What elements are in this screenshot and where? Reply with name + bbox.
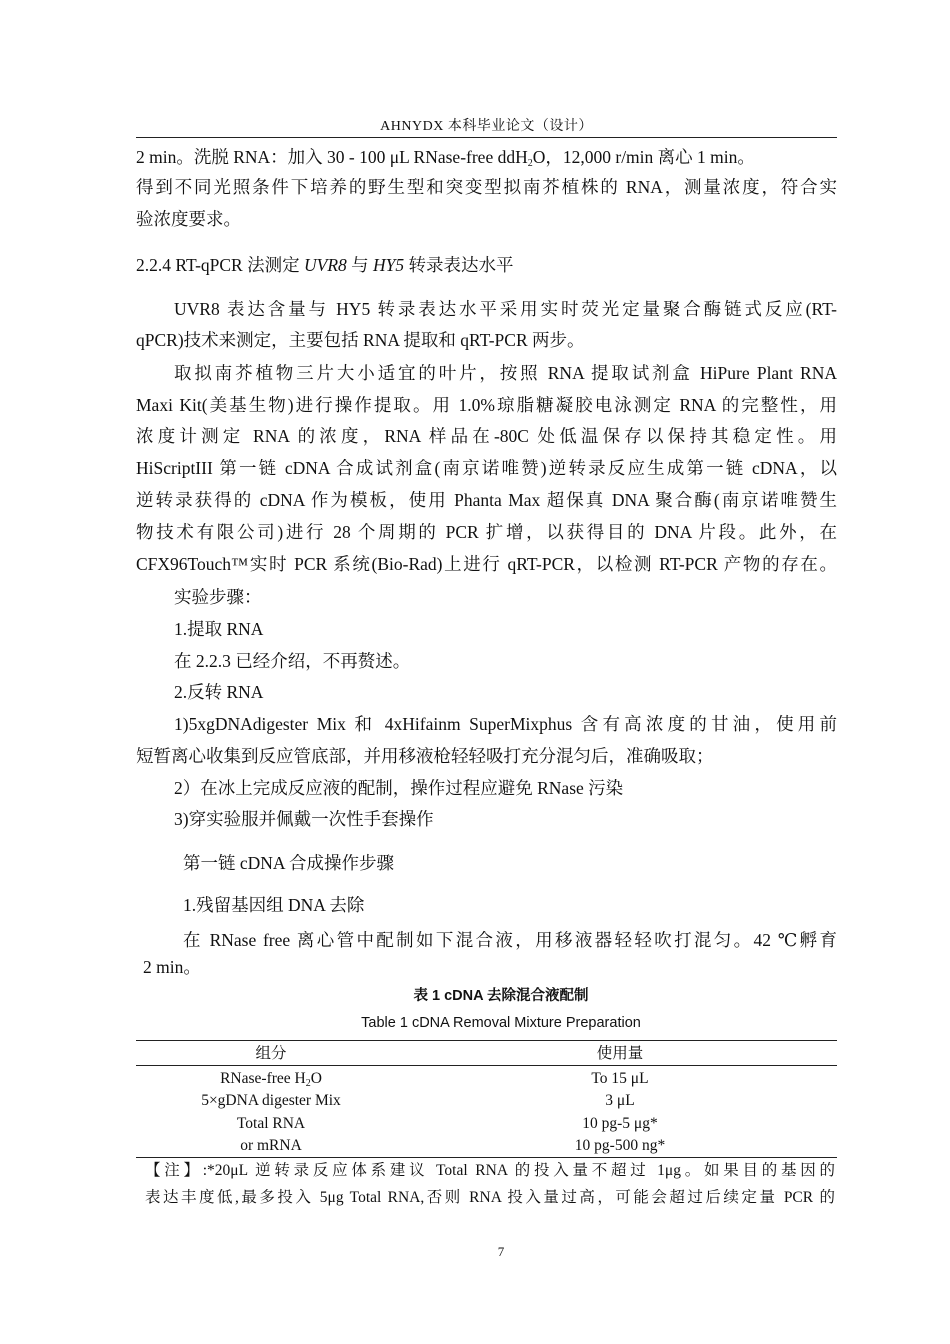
page-number: 7: [497, 1244, 505, 1259]
table-header-rule: [136, 1065, 837, 1066]
table-cell: 3 μL: [605, 1092, 635, 1109]
table-cell: 5×gDNA digester Mix: [201, 1092, 341, 1109]
table-note-line: 表达丰度低,最多投入 5μg Total RNA,否则 RNA 投入量过高，可能会超过后续定量 PCR 的: [145, 1189, 835, 1206]
table-header-cell: 组分: [255, 1045, 287, 1062]
paragraph-line: 短暂离心收集到反应管底部，并用移液枪轻轻吸打充分混匀后，准确吸取；: [136, 746, 714, 766]
paragraph-line: Maxi Kit(美基生物)进行操作提取。用 1.0%琼脂糖凝胶电泳测定 RNA 的完整性，用: [136, 395, 837, 415]
table-caption-cn: 表 1 cDNA 去除混合液配制: [413, 988, 589, 1004]
table-cell: 10 pg-5 μg*: [582, 1115, 658, 1132]
table-cell: or mRNA: [240, 1137, 302, 1154]
text-run: 2 min。洗脱 RNA：加入 30 - 100 μL RNase-free ddH: [136, 147, 528, 167]
table-top-rule: [136, 1040, 837, 1041]
step-description: 在 2.2.3 已经介绍，不再赘述。: [174, 651, 411, 671]
subscript: 2: [305, 1078, 311, 1089]
heading-text: 与: [346, 255, 374, 275]
table-cell: Total RNA: [236, 1115, 306, 1132]
paragraph-line: [136, 146, 837, 168]
section-heading: [136, 254, 837, 276]
gene-name: HY5: [373, 255, 405, 275]
table-note-line: 【注】:*20μL 逆转录反应体系建议 Total RNA 的投入量不超过 1μg。如果目的基因的: [145, 1162, 835, 1179]
paragraph-line: 在 RNase free 离心管中配制如下混合液，用移液器轻轻吹打混匀。42 ℃孵育: [183, 930, 837, 950]
text-run: RNase-free H: [220, 1070, 306, 1087]
step-item: 1.残留基因组 DNA 去除: [183, 895, 365, 915]
paragraph-line: 取拟南芥植物三片大小适宜的叶片，按照 RNA 提取试剂盒 HiPure Plant RNA: [174, 363, 837, 383]
paragraph-line: 物技术有限公司)进行 28 个周期的 PCR 扩增，以获得目的 DNA 片段。此外，在: [136, 522, 837, 542]
paragraph-line: 验浓度要求。: [136, 209, 241, 229]
paragraph-line: 2 min。: [143, 957, 201, 977]
paragraph-line: qPCR)技术来测定，主要包括 RNA 提取和 qRT-PCR 两步。: [136, 330, 585, 350]
subsection-title: 第一链 cDNA 合成操作步骤: [183, 853, 394, 873]
text-run: O，12,000 r/min 离心 1 min。: [532, 147, 755, 167]
table-cell: [136, 1069, 406, 1089]
header-rule: [136, 137, 837, 138]
running-header: AHNYDX 本科毕业论文（设计）: [380, 119, 593, 134]
step-item: 1.提取 RNA: [174, 619, 264, 639]
subscript: 2: [527, 158, 533, 169]
table-cell: To 15 μL: [591, 1070, 649, 1087]
paragraph-line: 得到不同光照条件下培养的野生型和突变型拟南芥植株的 RNA，测量浓度，符合实: [136, 177, 837, 197]
text-run: O: [310, 1070, 322, 1087]
table-caption-en: Table 1 cDNA Removal Mixture Preparation: [361, 1015, 641, 1031]
step-item: 3)穿实验服并佩戴一次性手套操作: [174, 809, 434, 829]
steps-title: 实验步骤：: [174, 587, 262, 607]
step-item: 2）在冰上完成反应液的配制，操作过程应避免 RNase 污染: [174, 778, 624, 798]
table-bottom-rule: [136, 1157, 837, 1158]
step-item: 2.反转 RNA: [174, 682, 264, 702]
heading-text: 转录表达水平: [404, 255, 514, 275]
table-cell: 10 pg-500 ng*: [574, 1137, 666, 1154]
paragraph-line: 浓度计测定 RNA 的浓度，RNA 样品在-80C 处低温保存以保持其稳定性。用: [136, 426, 837, 446]
heading-text: 2.2.4 RT-qPCR 法测定: [136, 255, 304, 275]
paragraph-line: HiScriptIII 第一链 cDNA 合成试剂盒(南京诺唯赞)逆转录反应生成第一链 cDNA，以: [136, 458, 837, 478]
paragraph-line: 1)5xgDNAdigester Mix 和 4xHifainm SuperMixphus 含有高浓度的甘油，使用前: [174, 714, 837, 734]
paragraph-line: 逆转录获得的 cDNA 作为模板，使用 Phanta Max 超保真 DNA 聚合酶(南京诺唯赞生: [136, 490, 837, 510]
paragraph-line: CFX96Touch™实时 PCR 系统(Bio-Rad)上进行 qRT-PCR，以检测 RT-PCR 产物的存在。: [136, 554, 837, 574]
gene-name: UVR8: [304, 255, 347, 275]
table-header-cell: 使用量: [596, 1045, 644, 1062]
paragraph-line: UVR8 表达含量与 HY5 转录表达水平采用实时荧光定量聚合酶链式反应(RT-: [174, 299, 837, 319]
